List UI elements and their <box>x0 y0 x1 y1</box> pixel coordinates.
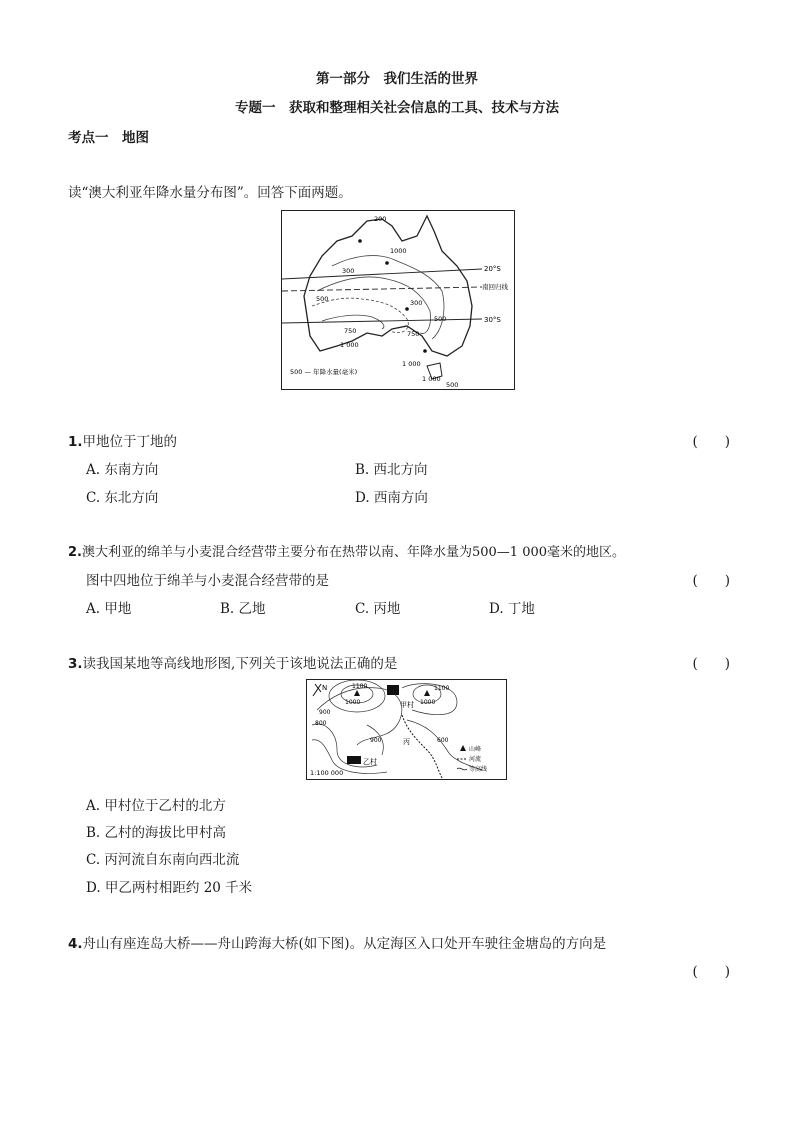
question-number: 1. <box>68 434 83 450</box>
question-stem: 读我国某地等高线地形图,下列关于该地说法正确的是 <box>82 656 398 672</box>
contour-900-label: 900 <box>370 737 382 744</box>
australia-outline <box>304 216 472 356</box>
north-label: N <box>322 684 328 692</box>
tropic-label: 南回归线 <box>482 283 508 291</box>
option-d[interactable]: D. 西南方向 <box>355 490 428 506</box>
contour-1000-label: 1000 <box>345 699 361 706</box>
contour-label: 300 <box>342 267 355 275</box>
contour-label: 750 <box>344 327 357 335</box>
contour-1000-label: 1000 <box>420 699 436 706</box>
question-stem-cont: 图中四地位于绵羊与小麦混合经营带的是 <box>86 573 329 589</box>
contour-label: 1 000 <box>340 341 359 349</box>
question-number: 2. <box>68 545 82 560</box>
river-label: 丙 <box>403 738 410 746</box>
question-stem: 甲地位于丁地的 <box>82 434 178 450</box>
option-a[interactable]: A. 甲地 <box>86 601 132 617</box>
option-b[interactable]: B. 乙村的海拔比甲村高 <box>86 825 227 841</box>
option-b[interactable]: B. 西北方向 <box>355 462 428 478</box>
legend-river: 河流 <box>469 756 482 763</box>
option-c[interactable]: C. 丙河流自东南向西北流 <box>86 852 240 868</box>
question-number: 4. <box>68 936 83 952</box>
question-4 <box>68 932 606 952</box>
contour-label: 750 <box>407 330 420 338</box>
contour-label: 1 000 <box>402 360 421 368</box>
question-2 <box>68 541 625 560</box>
question-3 <box>68 652 397 672</box>
section-label: 考点一 地图 <box>68 130 149 146</box>
contour-label: 500 <box>446 381 459 389</box>
answer-paren: ( ) <box>692 573 730 589</box>
contour-label: 500 <box>316 295 329 303</box>
contour-label: 500 <box>434 315 447 323</box>
contour-label: 200 <box>374 215 387 223</box>
option-d[interactable]: D. 甲乙两村相距约 20 千米 <box>86 880 253 896</box>
answer-paren: ( ) <box>692 656 730 672</box>
contour-label: 1 000 <box>422 375 441 383</box>
map1-legend: 500 — 年降水量(毫米) <box>290 368 358 376</box>
question-stem: 舟山有座连岛大桥——舟山跨海大桥(如下图)。从定海区入口处开车驶往金塘岛的方向是 <box>82 936 607 952</box>
question-number: 3. <box>68 656 83 672</box>
contour-600-label: 600 <box>437 737 449 744</box>
intro-text: 读“澳大利亚年降水量分布图”。回答下面两题。 <box>68 185 352 201</box>
legend-contour: 等高线 <box>469 766 488 773</box>
part-title: 第一部分 我们生活的世界 <box>316 71 478 87</box>
answer-paren: ( ) <box>692 434 730 450</box>
peak-legend-icon <box>460 745 466 751</box>
option-a[interactable]: A. 东南方向 <box>86 462 159 478</box>
contour-label: 300 <box>410 299 423 307</box>
answer-paren: ( ) <box>692 964 730 980</box>
contour-1100-label: 1100 <box>434 685 450 692</box>
contour-800-label: 800 <box>315 720 327 727</box>
contour-1100-label: 1100 <box>352 683 368 690</box>
option-c[interactable]: C. 丙地 <box>355 601 401 617</box>
lat-20s-label: 20°S <box>484 265 501 273</box>
village-jia-label: 甲村 <box>400 701 414 709</box>
village-jia-marker <box>387 685 399 695</box>
option-b[interactable]: B. 乙地 <box>220 601 266 617</box>
contour-label: 1000 <box>390 247 407 255</box>
contour-map <box>306 679 507 780</box>
option-c[interactable]: C. 东北方向 <box>86 490 159 506</box>
map-scale: 1:100 000 <box>310 769 344 777</box>
village-yi-label: 乙村 <box>363 758 377 766</box>
option-a[interactable]: A. 甲村位于乙村的北方 <box>86 798 226 814</box>
village-yi-marker <box>347 756 361 764</box>
question-stem: 澳大利亚的绵羊与小麦混合经营带主要分布在热带以南、年降水量为500—1 000毫米的地区。 <box>81 545 626 560</box>
option-d[interactable]: D. 丁地 <box>489 601 535 617</box>
question-1 <box>68 430 177 450</box>
lat-30s-label: 30°S <box>484 316 501 324</box>
contour-900-label: 900 <box>319 709 331 716</box>
legend-peak: 山峰 <box>469 746 482 753</box>
australia-rainfall-map <box>281 210 515 390</box>
topic-title: 专题一 获取和整理相关社会信息的工具、技术与方法 <box>235 100 559 116</box>
